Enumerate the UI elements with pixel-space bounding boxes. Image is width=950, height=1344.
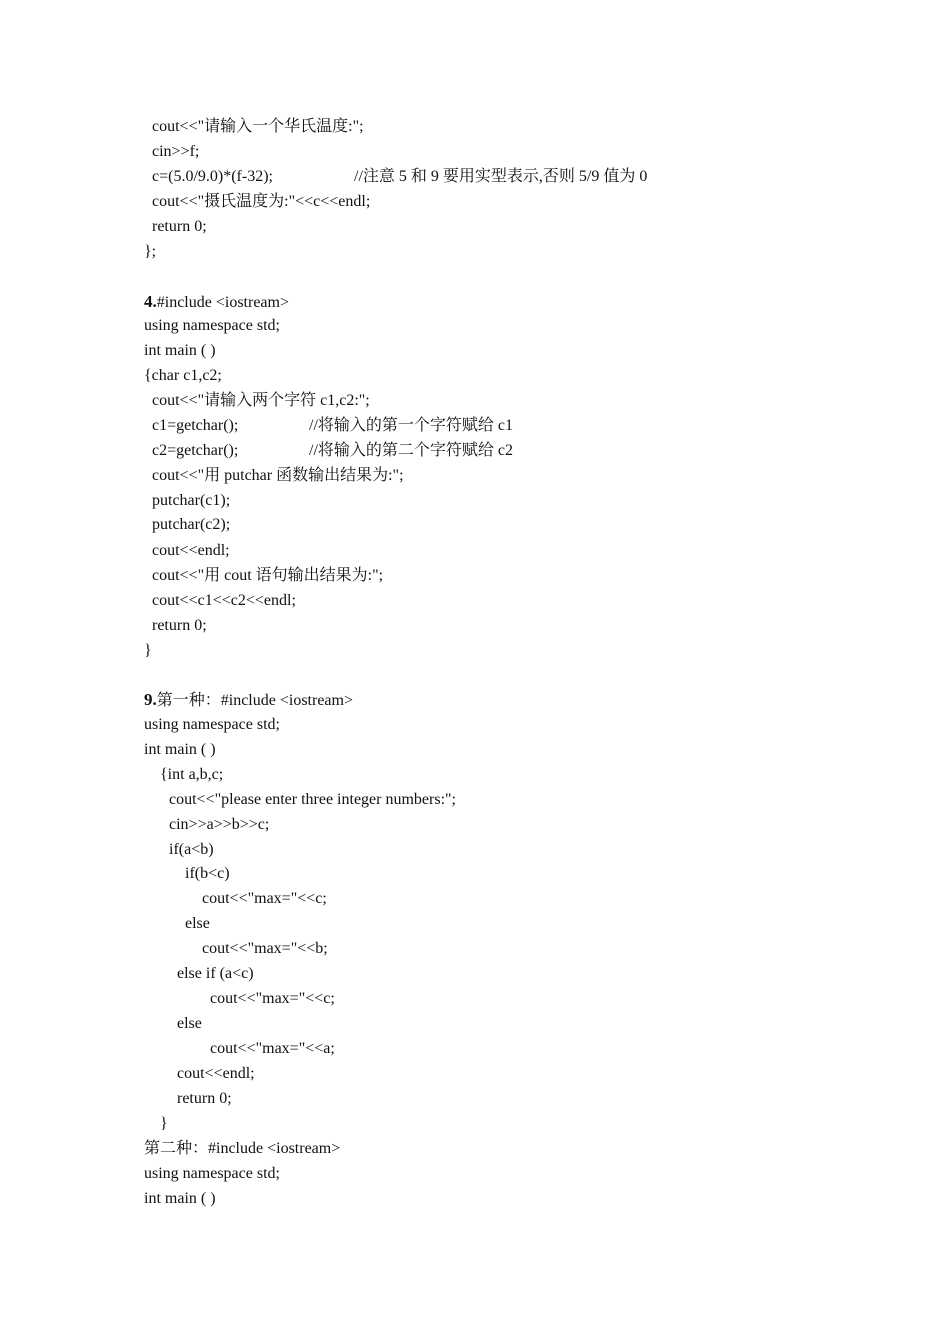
code-line: cout<<"用 putchar 函数输出结果为:"; [152,467,404,484]
code-line: cout<<"用 cout 语句输出结果为:"; [152,567,384,584]
code-line: cout<<"please enter three integer numbers:"; [169,791,456,808]
code-line: if(a<b) [169,841,214,858]
code-line: c2=getchar(); [152,442,239,459]
code-line: cout<<"请输入两个字符 c1,c2:"; [152,392,370,409]
section-number: 4. [144,292,157,311]
code-line: } [160,1115,168,1132]
code-line: cout<<"max="<<c; [202,890,327,907]
code-line: cout<<endl; [177,1065,255,1082]
code-line: using namespace std; [144,1165,280,1182]
code-line: c1=getchar(); [152,417,239,434]
code-line: {char c1,c2; [144,367,222,384]
code-line: cout<<"max="<<a; [210,1040,335,1057]
code-comment: //注意 5 和 9 要用实型表示,否则 5/9 值为 0 [354,168,648,185]
code-line: using namespace std; [144,317,280,334]
code-line: return 0; [152,617,207,634]
code-line: cout<<endl; [152,542,230,559]
code-line: int main ( ) [144,342,216,359]
code-line: cout<<"请输入一个华氏温度:"; [152,118,364,135]
section-heading [144,292,289,312]
code-line: else [177,1015,202,1032]
code-line: using namespace std; [144,716,280,733]
code-line: putchar(c1); [152,492,231,509]
code-line: }; [144,243,157,260]
section-number: 9. [144,690,157,709]
code-line: if(b<c) [185,865,230,882]
code-line: cin>>a>>b>>c; [169,816,270,833]
code-line: cout<<"max="<<b; [202,940,328,957]
code-line: c=(5.0/9.0)*(f-32); [152,168,273,185]
code-line: cout<<"摄氏温度为:"<<c<<endl; [152,193,371,210]
code-line: #include <iostream> [156,294,289,311]
code-line: 第二种：#include <iostream> [144,1140,341,1157]
code-comment: //将输入的第一个字符赋给 c1 [309,417,513,434]
code-line: {int a,b,c; [160,766,224,783]
code-line: cout<<c1<<c2<<endl; [152,592,296,609]
code-line: return 0; [152,218,207,235]
code-line: int main ( ) [144,741,216,758]
code-line: } [144,642,152,659]
code-line: cout<<"max="<<c; [210,990,335,1007]
code-line: 第一种：#include <iostream> [156,692,353,709]
code-line: return 0; [177,1090,232,1107]
code-line: else if (a<c) [177,965,254,982]
code-line: else [185,915,210,932]
code-comment: //将输入的第二个字符赋给 c2 [309,442,513,459]
code-line: int main ( ) [144,1190,216,1207]
section-heading [144,690,353,710]
code-line: putchar(c2); [152,516,231,533]
code-line: cin>>f; [152,143,200,160]
